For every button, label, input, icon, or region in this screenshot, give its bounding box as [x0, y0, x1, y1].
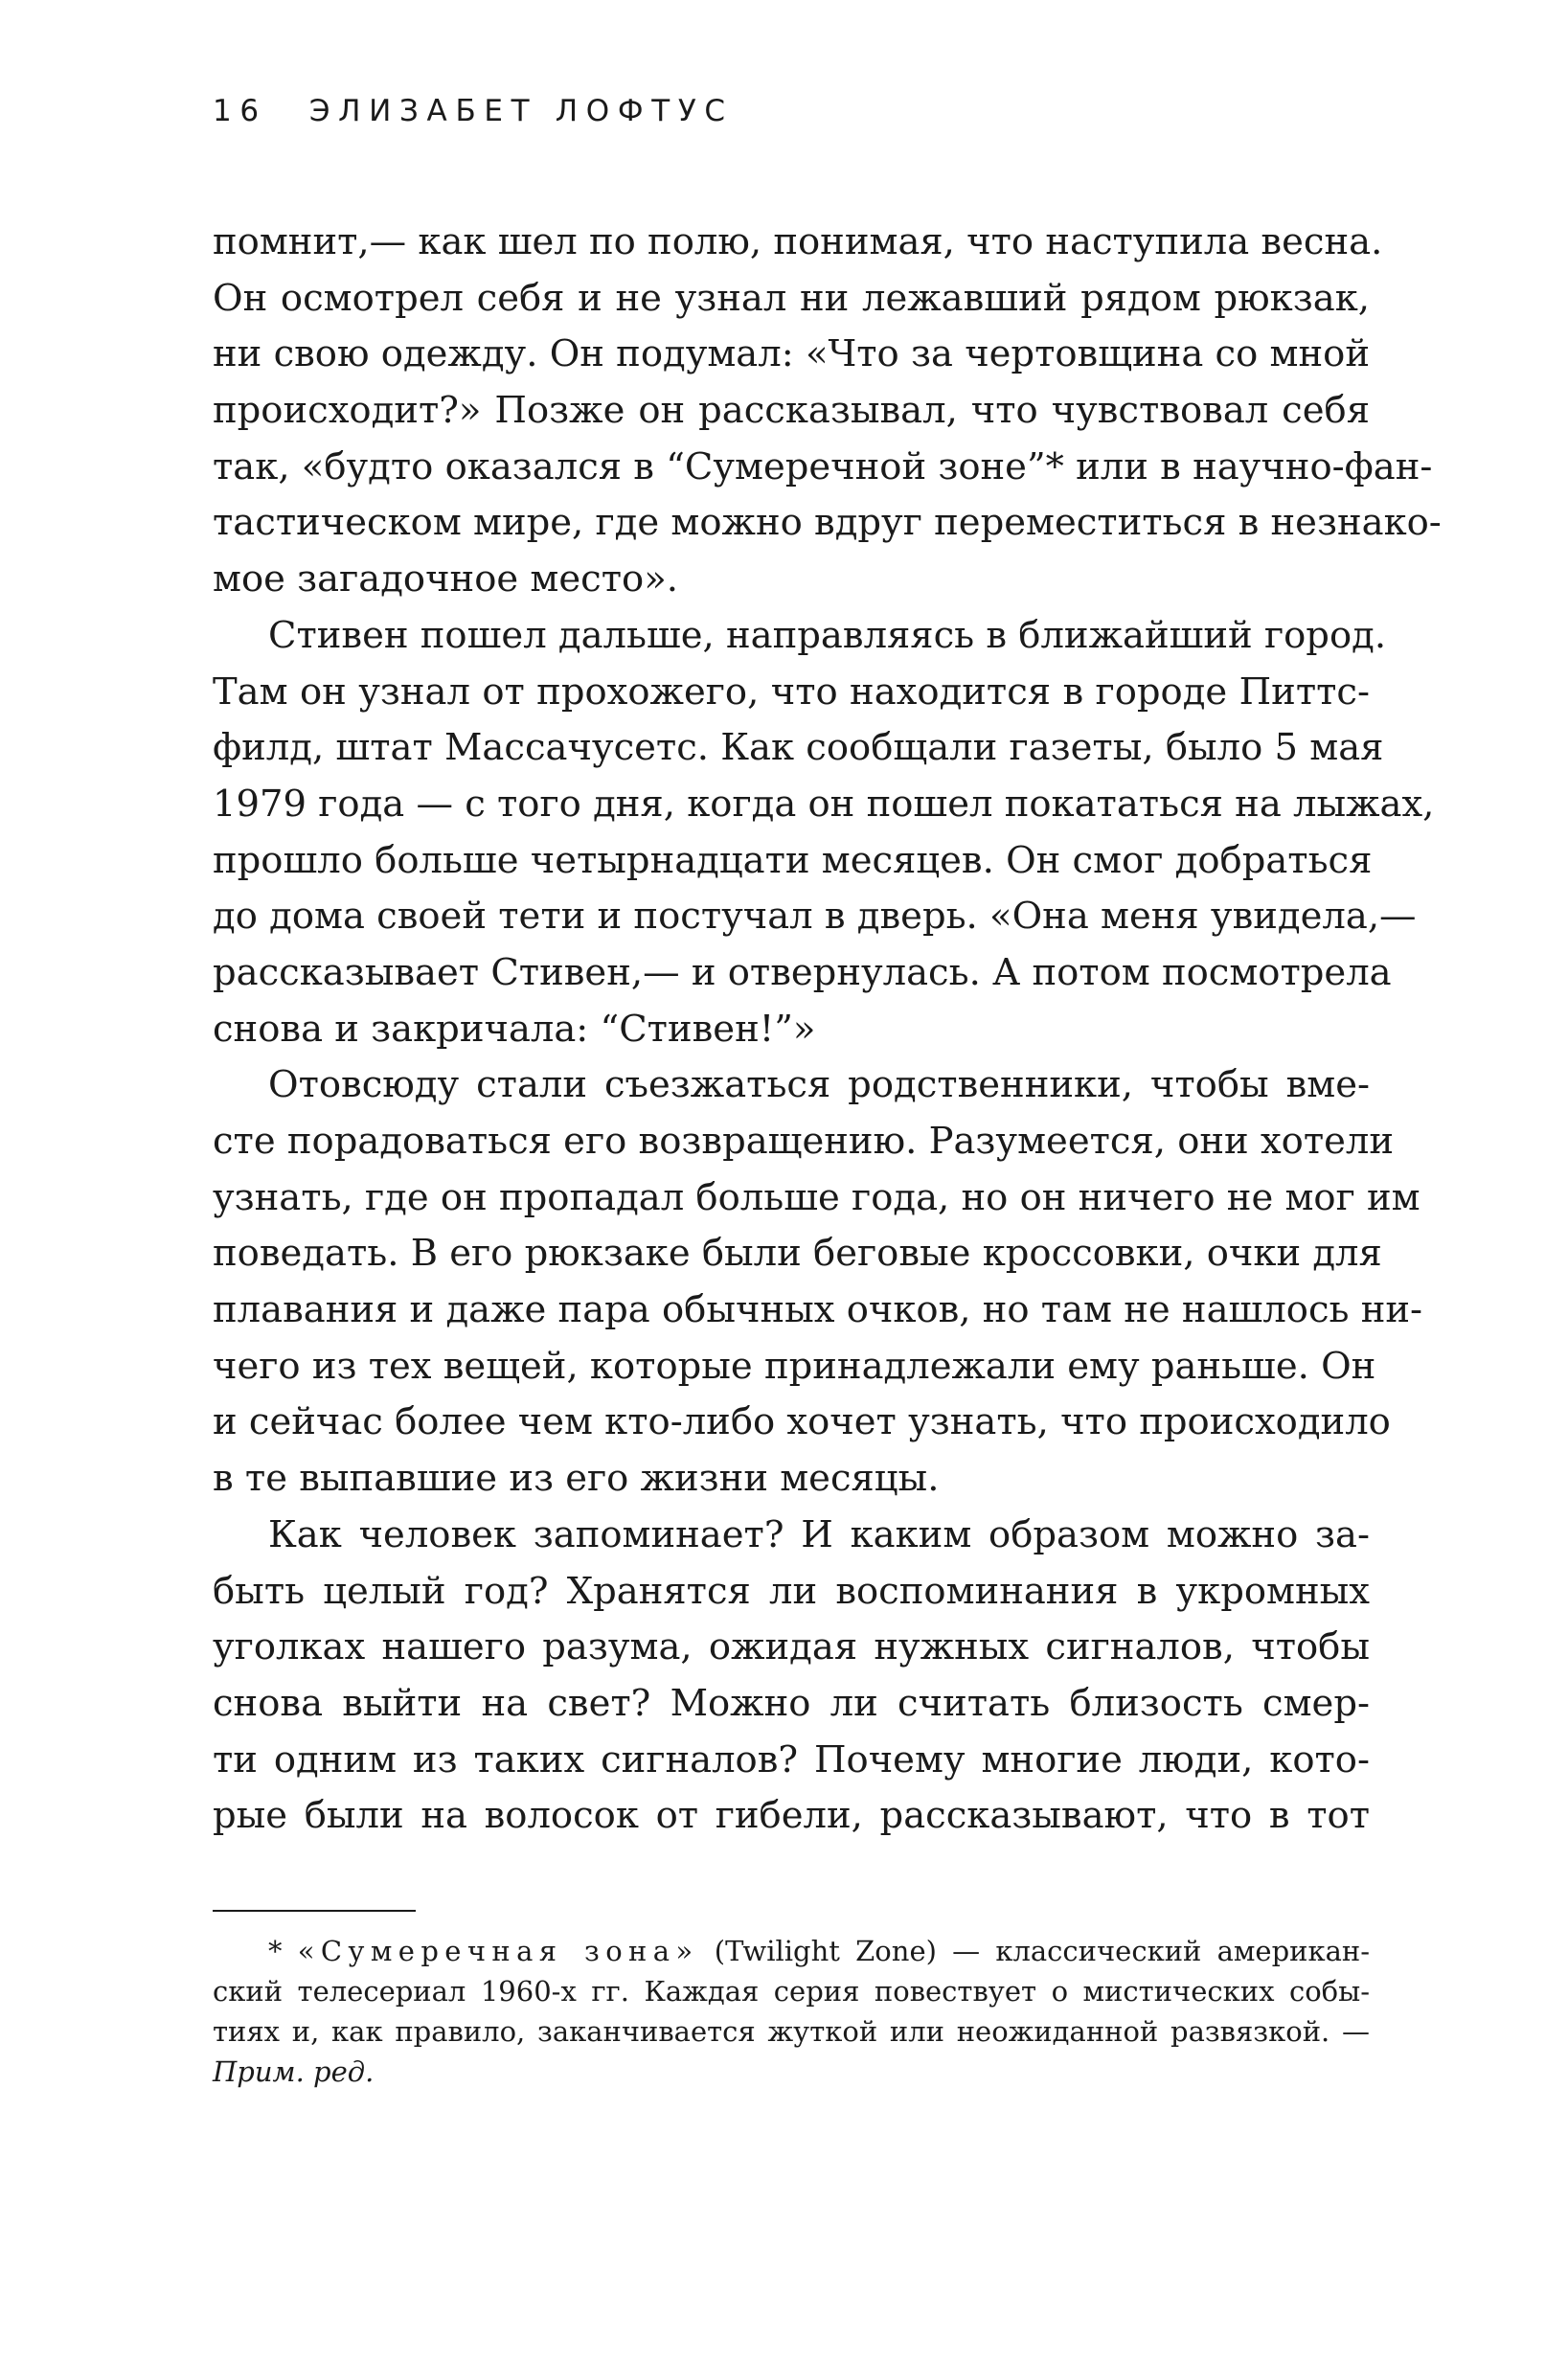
- text-line: происходит?» Позже он рассказывал, что чувствовал себя: [213, 389, 1370, 433]
- body-text: [213, 215, 1442, 1845]
- text-line: Отовсюду стали съезжаться родственники, чтобы вме-: [268, 1063, 1370, 1107]
- text-line: сте порадоваться его возвращению. Разумеется, они хотели: [213, 1120, 1395, 1163]
- footnote: [213, 1931, 1370, 2092]
- footnote-divider: [213, 1910, 416, 1912]
- text-line: рые были на волосок от гибели, рассказывают, что в тот: [213, 1794, 1370, 1838]
- text-line: помнит,— как шел по полю, понимая, что наступила весна.: [213, 220, 1383, 263]
- text-line: ти одним из таких сигналов? Почему многие люди, кото-: [213, 1737, 1370, 1781]
- footnote-line: [213, 1931, 1370, 1971]
- footnote-term: «Сумеречная зона»: [297, 1935, 699, 1967]
- running-head: [213, 94, 734, 128]
- text-line: рассказывает Стивен,— и отвернулась. А потом посмотрела: [213, 950, 1392, 994]
- text-line: до дома своей тети и постучал в дверь. «Она меня увидела,—: [213, 895, 1417, 939]
- text-line: филд, штат Массачусетс. Как сообщали газеты, было 5 мая: [213, 726, 1384, 770]
- text-line: поведать. В его рюкзаке были беговые кроссовки, очки для: [213, 1232, 1382, 1276]
- text-line: и сейчас более чем кто-либо хочет узнать, что происходило: [213, 1400, 1391, 1444]
- text-line: ни свою одежду. Он подумал: «Что за чертовщина со мной: [213, 332, 1370, 376]
- footnote-line: тиях и, как правило, заканчивается жуткой или неожиданной развязкой. —: [213, 2015, 1370, 2048]
- text-line: Как человек запоминает? И каким образом можно за-: [268, 1512, 1370, 1556]
- text-line: 1979 года — с того дня, когда он пошел покататься на лыжах,: [213, 782, 1435, 826]
- text-line: быть целый год? Хранятся ли воспоминания в укромных: [213, 1569, 1370, 1613]
- footnote-text: (Twilight Zone) — классический американ-: [714, 1935, 1371, 1967]
- page-number: 16: [213, 94, 267, 128]
- text-line: уголках нашего разума, ожидая нужных сигналов, чтобы: [213, 1625, 1370, 1669]
- text-line: прошло больше четырнадцати месяцев. Он смог добраться: [213, 838, 1373, 882]
- running-title: ЭЛИЗАБЕТ ЛОФТУС: [308, 94, 734, 128]
- text-line: мое загадочное место».: [213, 557, 678, 601]
- footnote-line: ский телесериал 1960-х гг. Каждая серия повествует о мистических собы-: [213, 1975, 1370, 2008]
- text-line: плавания и даже пара обычных очков, но там не нашлось ни-: [213, 1288, 1423, 1332]
- editor-note: Прим. ред.: [213, 2055, 375, 2088]
- text-line: снова и закричала: “Стивен!”»: [213, 1007, 816, 1051]
- footnote-marker: *: [268, 1935, 283, 1967]
- text-line: Стивен пошел дальше, направляясь в ближайший город.: [268, 613, 1387, 657]
- text-line: снова выйти на свет? Можно ли считать близость смер-: [213, 1681, 1370, 1725]
- text-line: чего из тех вещей, которые принадлежали ему раньше. Он: [213, 1344, 1376, 1388]
- text-line: тастическом мире, где можно вдруг переместиться в незнако-: [213, 501, 1442, 545]
- text-line: в те выпавшие из его жизни месяцы.: [213, 1457, 940, 1501]
- text-line: Он осмотрел себя и не узнал ни лежавший рядом рюкзак,: [213, 276, 1370, 320]
- text-line: узнать, где он пропадал больше года, но он ничего не мог им: [213, 1175, 1420, 1219]
- text-line: Там он узнал от прохожего, что находится в городе Питтс-: [213, 669, 1370, 714]
- text-line: так, «будто оказался в “Сумеречной зоне”* или в научно-фан-: [213, 444, 1433, 488]
